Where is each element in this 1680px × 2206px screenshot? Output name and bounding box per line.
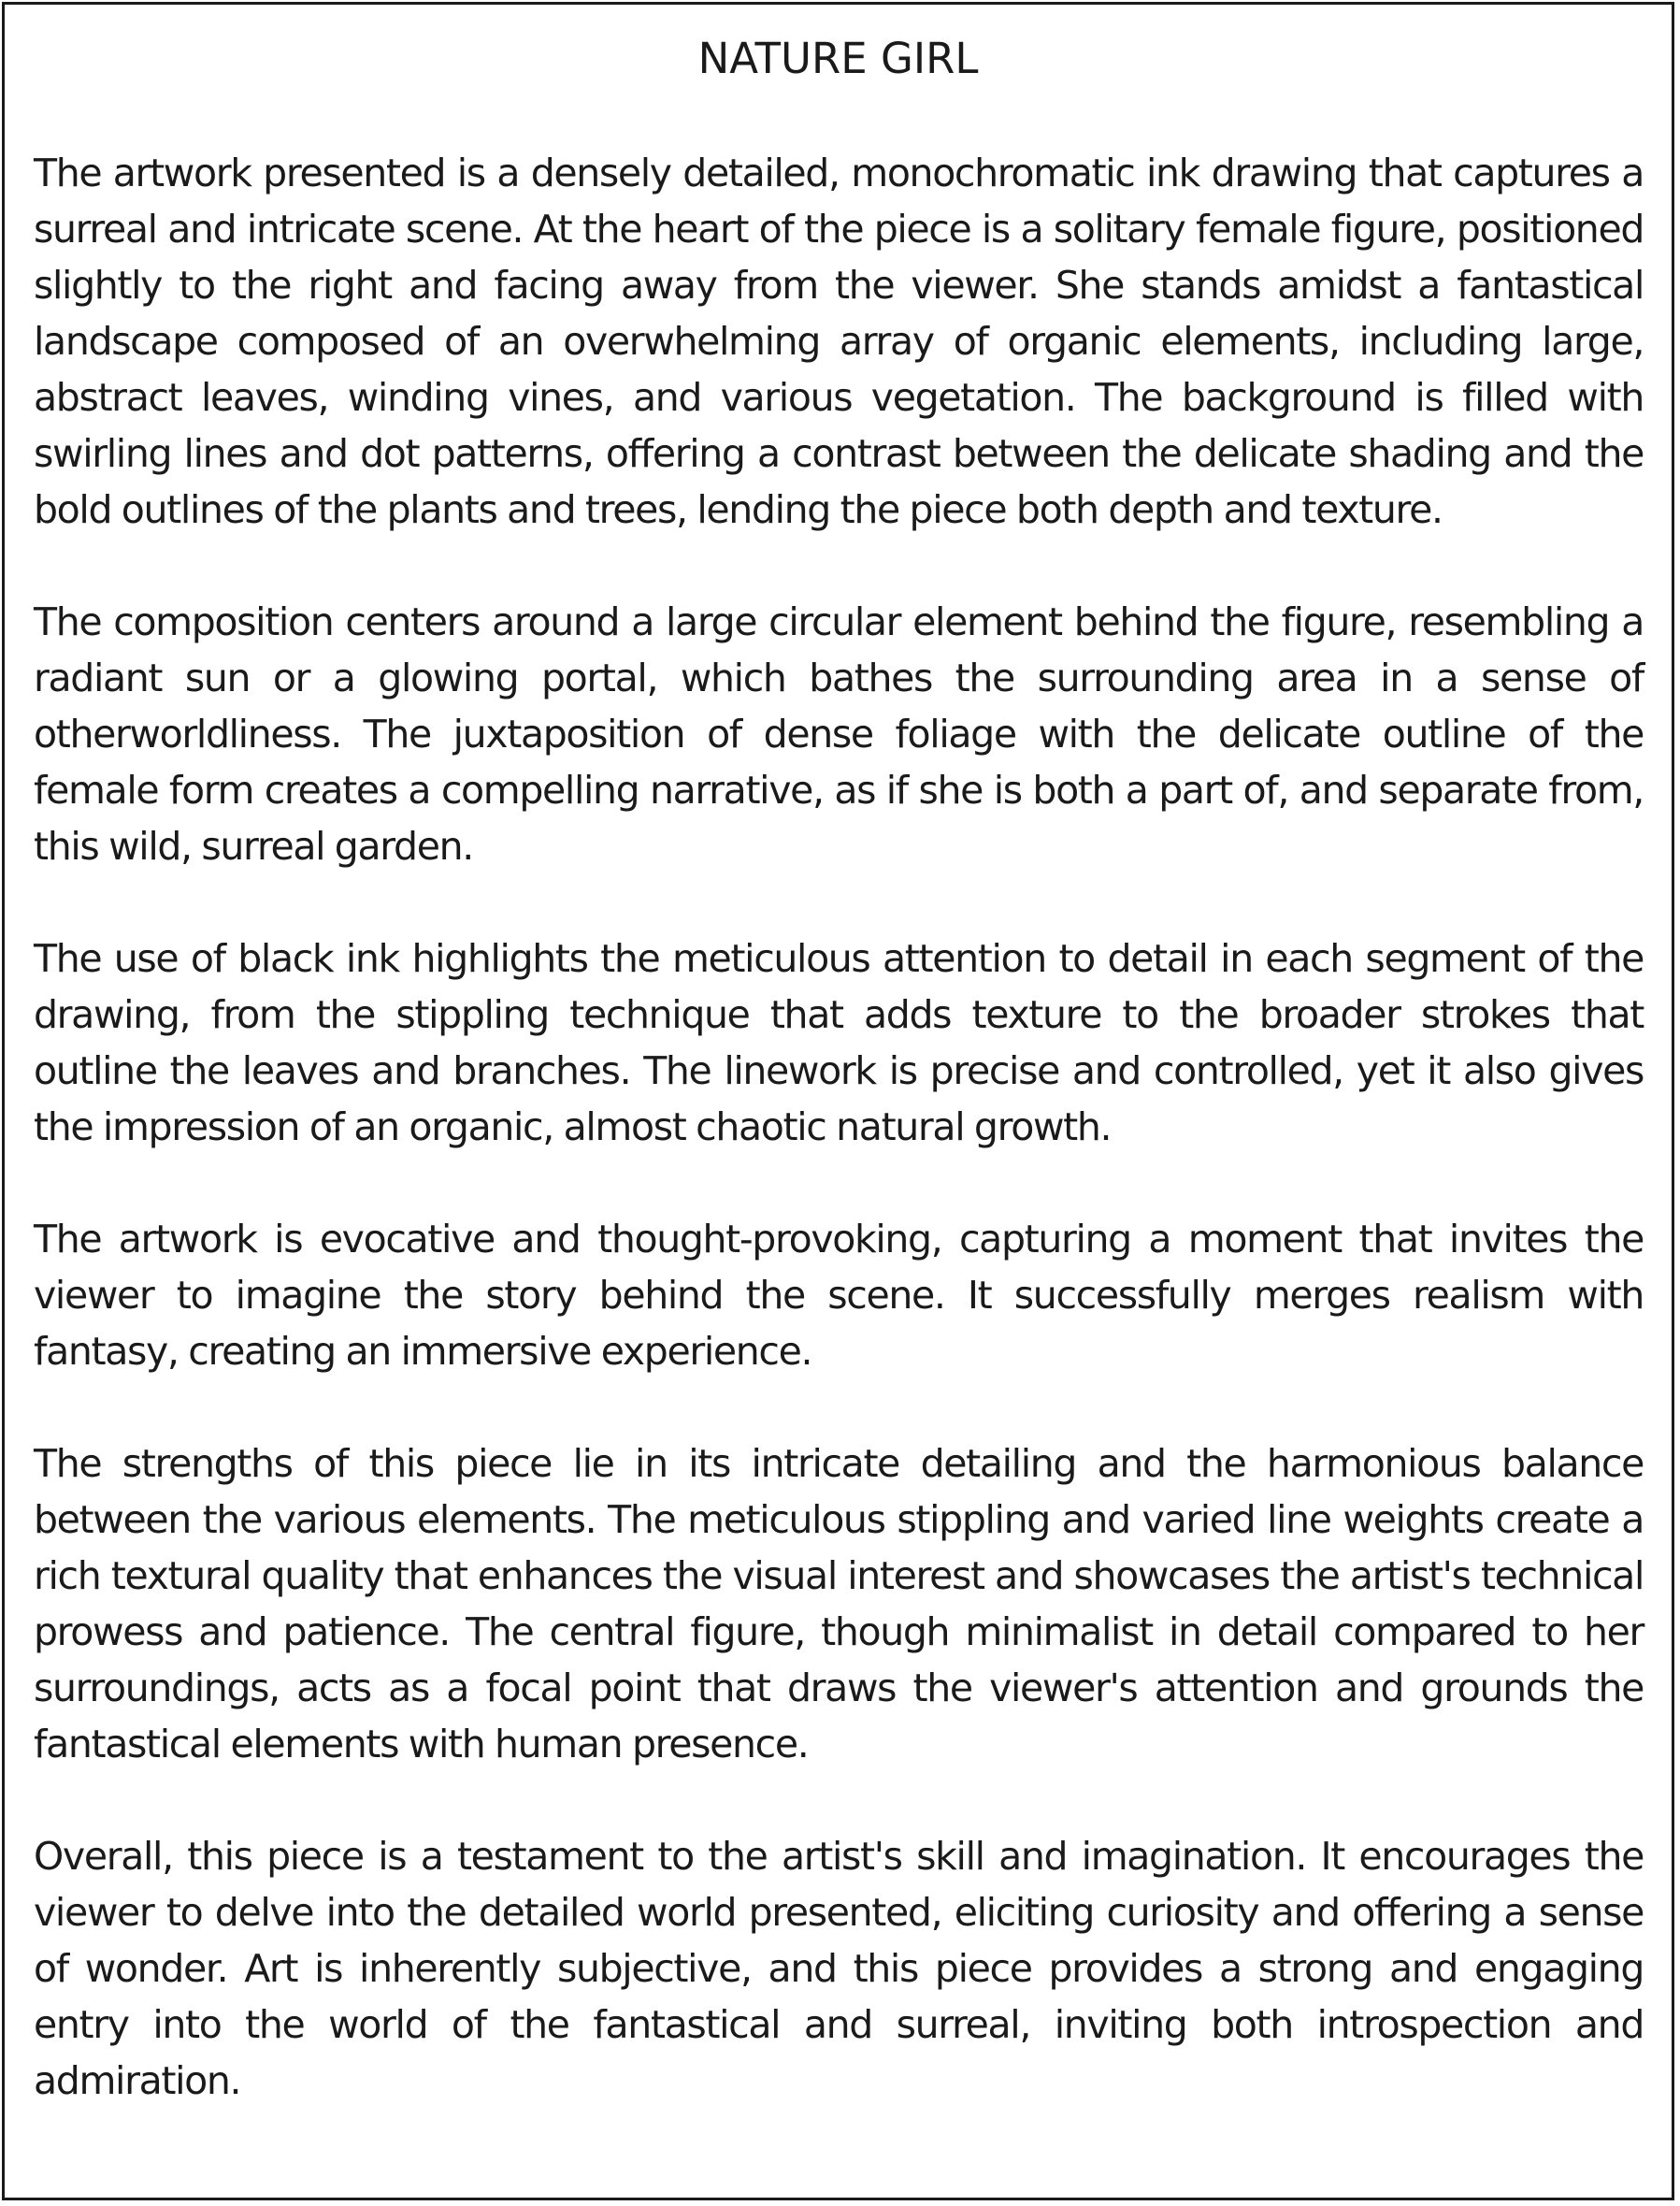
paragraph-3: The use of black ink highlights the meticulous attention to detail in each segment of the drawing, from the stippling technique that adds texture to the broader strokes that outline the leaves and branches. The linework is precise and controlled, yet it also gives the impression of an organic, almost chaotic natural growth. — [34, 936, 1644, 1149]
paragraph-6: Overall, this piece is a testament to the artist's skill and imagination. It encourages the viewer to delve into the detailed world presented, eliciting curiosity and offering a sense of wonder. Art is inherently subjective, and this piece provides a strong and engaging entry into the world of the fantastical and surreal, inviting both introspection and admiration. — [34, 1834, 1644, 2103]
document-frame — [2, 2, 1674, 2200]
paragraph-5: The strengths of this piece lie in its intricate detailing and the harmonious balance between the various elements. The meticulous stippling and varied line weights create a rich textural quality that enhances the visual interest and showcases the artist's technical prowess and patience. The central figure, though minimalist in detail compared to her surroundings, acts as a focal point that draws the viewer's attention and grounds the fantastical elements with human presence. — [34, 1441, 1644, 1766]
paragraph-4: The artwork is evocative and thought-provoking, capturing a moment that invites the viewer to imagine the story behind the scene. It successfully merges realism with fantasy, creating an immersive experience. — [34, 1217, 1644, 1374]
document-title: NATURE GIRL — [697, 34, 979, 83]
paragraph-2: The composition centers around a large circular element behind the figure, resembling a radiant sun or a glowing portal, which bathes the surrounding area in a sense of otherworldliness. The juxtaposition of dense foliage with the delicate outline of the female form creates a compelling narrative, as if she is both a part of, and separate from, this wild, surreal garden. — [34, 599, 1644, 869]
paragraph-1: The artwork presented is a densely detailed, monochromatic ink drawing that captures a surreal and intricate scene. At the heart of the piece is a solitary female figure, positioned slightly to the right and facing away from the viewer. She stands amidst a fantastical landscape composed of an overwhelming array of organic elements, including large, abstract leaves, winding vines, and various vegetation. The background is filled with swirling lines and dot patterns, offering a contrast between the delicate shading and the bold outlines of the plants and trees, lending the piece both depth and texture. — [34, 151, 1644, 532]
document-body — [34, 145, 1644, 2109]
